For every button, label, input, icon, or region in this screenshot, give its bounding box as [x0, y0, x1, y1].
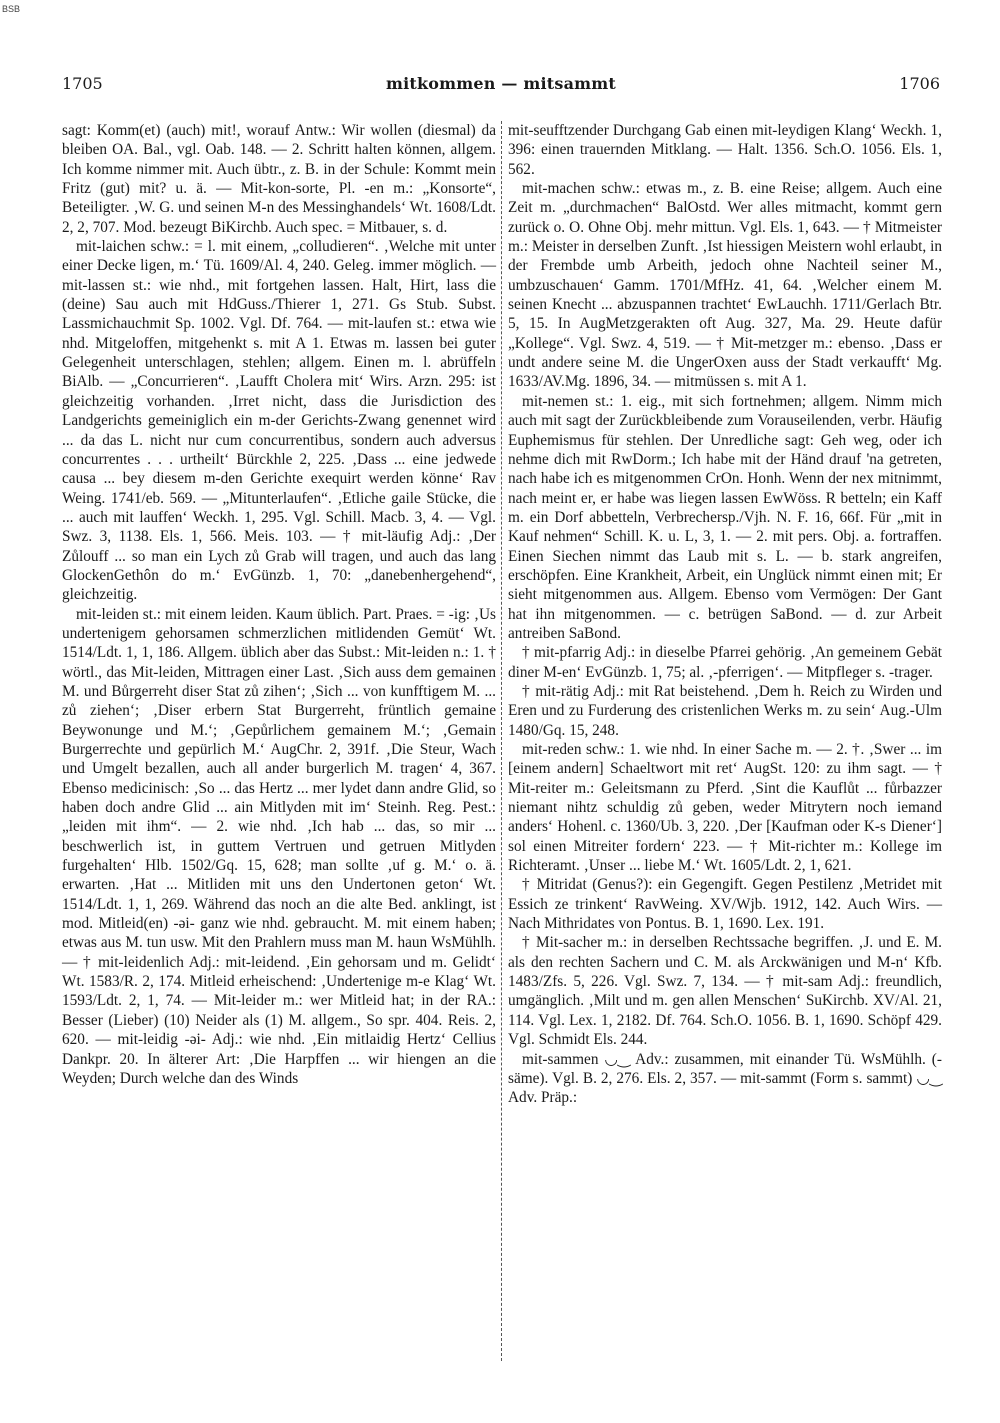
text-paragraph: mit-seufftzender Durchgang Gab einen mit-leydigen Klang‘ Weckh. 1, 396: einen trauernden Mitklang. — Halt. 1356. Sch.O. 1056. Els. 1, 562. [508, 122, 942, 178]
dictionary-entry: † Mit-sacher m.: in derselben Rechtssache begriffen. ‚J. und E. M. als den rechten Sachern und C. M. als Arckwänigen und M-n‘ Kfb. 1483/Zfs. 5, 226. Vgl. Swz. 7, 134. — † mit-sam Adj.: freundlich, umgänglich. ‚Milt und m. gen allen Menschen‘ SuKirchb. XV/Al. 21, 114. Vgl. Lex. 1, 2182. Df. 764. Sch.O. 1056. B. 1, 1690. Schöpf 429. Vgl. Schmidt Els. 244. [508, 934, 942, 1049]
left-page-number: 1705 [62, 74, 103, 93]
library-mark: BSB [2, 4, 21, 14]
column-divider [501, 121, 502, 1361]
dictionary-entry: mit-leiden st.: mit einem leiden. Kaum üblich. Part. Praes. = -ig: ‚Us undertenigem gehorsamen schmerzlichen mitlidenden Gemüt‘ Wt. 1514/Ldt. 1, 1, 186. Allgem. üblich aber das Subst.: Mit-leiden n.: 1. † wörtl., das Mit-leiden, Mittragen einer Last. ‚Sich auss dem gemainen M. und Bůrgerreht diser Stat zů zihen‘; ‚Sich ... von kunfftigem M. ... zů ziehen‘; ‚Diser erbern Stat Burgerreht, früntlich gemaine Beywonunge und M.‘; ‚Gepůrlichem gemainem M.‘; ‚Gemain Burgerrechte und gepürlich M.‘ AugChr. 2, 391f. ‚Die Steur, Wach und Umgelt bezallen, auch all ander burgerlich M. tragen‘ 4, 367. Ebenso medicinisch: ‚So ... das Hertz ... mer lydet dann andre Glid, so haben doch andre Glid ... ain Mitlyden mit im‘ Steinh. Reg. Pest.: „leiden mit ihm“. — 2. wie nhd. ‚Ich hab ... das, so mir ... beschwerlich ist, in guttem Vertruen und getruen Mitlyden furgehalten‘ Hlb. 1502/Gq. 15, 628; man sollte ‚uf g. M.‘ o. ä. erwarten. ‚Hat ... Mitliden mit uns den Undertonen geton‘ Wt. 1514/Ldt. 1, 1, 269. Während das noch an die alte Bed. anklingt, ist mod. Mitleid(en) -əi- ganz wie nhd. gebraucht. M. mit einem haben; etwas aus M. tun usw. Mit den Prahlern muss man M. haun WsMühlh. — † mit-leidenlich Adj.: mit-leidend. ‚Ein gehorsam und m. Gelidt‘ Wt. 1583/R. 2, 174. Mitleid erheischend: ‚Undertenige m-e Klag‘ Wt. 1593/Ldt. 2, 1, 74. — Mit-leider m.: wer Mitleid hat; in der RA.: Besser (Lieber) (10) Neider als (1) M. allgem., So spr. 404. Reis. 2, 620. — mit-leidig -əi- Adj.: wie nhd. ‚Ein mitlaidig Hertz‘ Cellius Dankpr. 20. In älterer Art: ‚Die Harpffen ... wir hiengen an die Weyden; Durch welche dan des Winds [62, 605, 496, 1087]
dictionary-entry: † mit-rätig Adj.: mit Rat beistehend. ‚Dem h. Reich zu Wirden und Eren und zu Furderung des cristenlichen Werks m. zu sein‘ Aug.-Ulm 1480/Gq. 15, 248. [508, 682, 942, 739]
dictionary-entry: † Mitridat (Genus?): ein Gegengift. Gegen Pestilenz ‚Metridet mit Essich ze trinkent‘ RavWeing. XV/Wjb. 1912, 142. Auch Wirs. — Nach Mithridates von Pontus. B. 1, 1690. Lex. 191. [508, 876, 942, 933]
dictionary-entry: mit-reden schw.: 1. wie nhd. In einer Sache m. — 2. †. ‚Swer ... im [einem andern] Schaeltwort mit ret‘ AugSt. 120: zu ihm sagt. — † Mit-reiter m.: Geleitsmann zu Pferd. ‚Sint die Kauflůt ... fůrbazzer niemant nihtz schuldig zů geben, weder Mitrytern noch iemand anders‘ Hohenl. c. 1360/Ub. 3, 220. ‚Der [Kaufman oder K-s Diener‘] sol einen Mitreiter fordern‘ 223. — † Mit-richter m.: Kollege im Richteramt. ‚Unser ... liebe M.‘ Wt. 1605/Ldt. 2, 1, 621. [508, 741, 942, 875]
page-header [62, 74, 940, 98]
dictionary-entry: mit-sammen ◡‿ Adv.: zusammen, mit einander Tü. WsMühlh. (-säme). Vgl. B. 2, 276. Els. 2, 357. — mit-sammt (Form s. sammt) ◡‿ Adv. Präp.: [508, 1050, 942, 1107]
text-paragraph: sagt: Komm(et) (auch) mit!, worauf Antw.: Wir wollen (diesmal) da bleiben OA. Bal., vgl. Oab. 148. — 2. Schritt halten können, allgem. Ich komme nimmer mit. Auch übtr., z. B. in der Schule: Kommt mein Fritz (gut) mit? u. ä. — Mit-kon-sorte, Pl. -en m.: „Konsorte“, Beteiligter. ‚W. G. und seinen M-n des Messinghandels‘ Wt. 1608/Ldt. 2, 2, 707. Mod. bezeugt BiKirchb. Auch spec. = Mitbauer, s. d. [62, 122, 496, 236]
right-column [508, 121, 942, 1108]
right-page-number: 1706 [899, 74, 940, 93]
dictionary-entry: mit-laichen schw.: = l. mit einem, „colludieren“. ‚Welche mit unter einer Decke ligen, m.‘ Tü. 1609/Al. 4, 240. Geleg. immer möglich. — mit-lassen st.: wie nhd., mit fortgehen lassen. Halt, Hirt, lass die (deine) Sau auch mit HdGuss./Thierer 1, 271. Gs Stub. Subst. Lassmichauchmit Sp. 1002. Vgl. Df. 764. — mit-laufen st.: etwa wie nhd. Mitgeloffen, mitgehenkt s. mit A 1. Etwas m. lassen bei guter Gelegenheit unterschlagen, stehlen; allgem. Einen m. l. abrüffeln BiAlb. — „Concurrieren“. ‚Laufft Cholera mit‘ Wirs. Arzn. 295: ist gleichzeitig vorhanden. ‚Irret nicht, dass die Jurisdiction des Landgerichts gemeiniglich ein m-der Gerichts-Zwang genennet wird ... da das L. nicht nur cum concurrentibus, sondern auch adversus concurrentes . . . urtheilt‘ Bürckhle 2, 225. ‚Dass ... eine jedwede causa ... bey diesem m-den Gerichte exequirt werden könne‘ Rav Weing. 1741/eb. 569. — „Mitunterlaufen“. ‚Etliche gaile Stücke, die ... auch mit lauffen‘ Weckh. 1, 295. Vgl. Schill. Macb. 3, 4. — Vgl. Swz. 3, 1138. Els. 1, 566. Meis. 103. — † mit-läufig Adj.: ‚Der Zůlouff ... so man ein Lych zů Grab will tragen, und auch das lang GlockenGethôn do m.‘ EvGünzb. 1, 70: „danebenhergehend“, gleichzeitig. [62, 238, 496, 604]
left-column [62, 121, 496, 1088]
dictionary-entry: mit-nemen st.: 1. eig., mit sich fortnehmen; allgem. Nimm mich auch mit sagt der Zurückbleibende zum Vorauseilenden, verbr. Häufig Euphemismus für stehlen. Der Unredliche sagt: Geh weg, oder ich nehme dich mit RwDorm.; Ich habe mit der Händ drauf 'na getreten, nach habe ich es mitgenommen CrOn. Honh. Wenn der nex mitnimmt, nach meint er, er habe was liegen lassen EwWöss. R betteln; ein Kaff m. ein Dorf abbetteln, Verbrechersp./Vjh. N. F. 16, 66f. Für „mit in Kauf nehmen“ Schill. K. u. L, 3, 1. — 2. mit pers. Obj. a. fortraffen. Einen Siechen nimmt das Laub mit s. L. — b. stark angreifen, erschöpfen. Eine Krankheit, Arbeit, ein Unglück nimmt einen mit; Er sieht mitgenommen aus. Allgem. Ebenso vom Vermögen: Der Gant hat ihn mitgenommen. — c. betrügen SaBond. — d. zur Arbeit antreiben SaBond. [508, 392, 942, 642]
dictionary-entry: † mit-pfarrig Adj.: in dieselbe Pfarrei gehörig. ‚An gemeinem Gebät diner M-en‘ EvGünzb. 1, 75; al. ‚-pferrigen‘. — Mitpfleger s. -trager. [508, 644, 942, 681]
running-title: mitkommen — mitsammt [386, 74, 616, 93]
dictionary-entry: mit-machen schw.: etwas m., z. B. eine Reise; allgem. Auch eine Zeit m. „durchmachen“ BalOstd. Wer alles mitmacht, kommt gern zurück o. O. Ohne Obj. mehr mittun. Vgl. Els. 1, 643. — † Mitmeister m.: Meister in derselben Zunft. ‚Ist hiessigen Meistern wohl erlaubt, in der Frembde umb Arbeith, jedoch ohne Nachteil seiner M., umbzuschauen‘ Gamm. 1701/MfHz. 41, 64. ‚Welcher einem M. seinen Knecht ... abzuspannen trachtet‘ EwLauchh. 1711/Gerlach Btr. 5, 15. In AugMetzgerakten oft Aug. 327, Ma. 29. Heute dafür „Kollege“. Vgl. Swz. 4, 519. — † Mit-metzger m.: ebenso. ‚Dass er undt andere seine M. die UngerOxen auss der Stadt verkaufft‘ Mg. 1633/AV.Mg. 1896, 34. — mitmüssen s. mit A 1. [508, 180, 942, 391]
